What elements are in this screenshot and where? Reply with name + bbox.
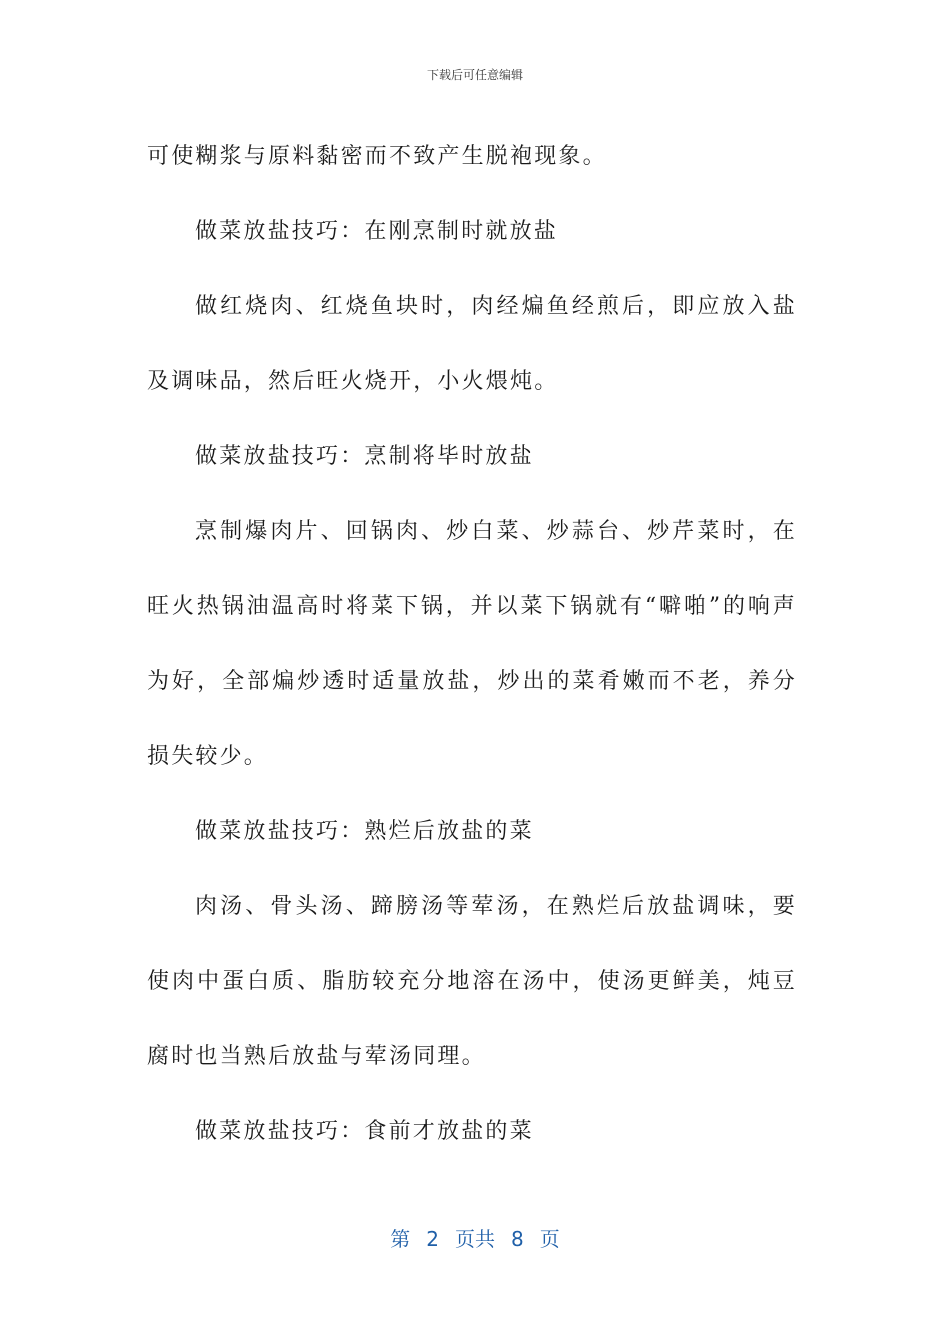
paragraph-stir-fry: 烹制爆肉片、回锅肉、炒白菜、炒蒜台、炒芹菜时，在旺火热锅油温高时将菜下锅，并以菜下锅就有“噼啪”的响声为好，全部煸炒透时适量放盐，炒出的菜肴嫩而不老，养分损失较少。: [147, 519, 797, 769]
footer-middle: 页共: [455, 1227, 495, 1251]
footer-prefix: 第: [390, 1227, 411, 1251]
page-footer: [0, 1223, 950, 1252]
section-heading-after-cooked: 做菜放盐技巧：熟烂后放盐的菜: [195, 819, 534, 844]
footer-page-number: 2: [426, 1227, 439, 1251]
footer-total-pages: 8: [511, 1227, 524, 1251]
section-heading-late-salt: 做菜放盐技巧：烹制将毕时放盐: [195, 444, 534, 469]
document-body: [147, 119, 797, 1169]
paragraph-soup: 肉汤、骨头汤、蹄膀汤等荤汤，在熟烂后放盐调味，要使肉中蛋白质、脂肪较充分地溶在汤中，使汤更鲜美，炖豆腐时也当熟后放盐与荤汤同理。: [147, 894, 797, 1069]
section-heading-early-salt: 做菜放盐技巧：在刚烹制时就放盐: [195, 219, 559, 244]
section-heading-before-eating: 做菜放盐技巧：食前才放盐的菜: [195, 1119, 534, 1144]
page-header: 下载后可任意编辑: [426, 68, 523, 82]
footer-suffix: 页: [539, 1227, 560, 1251]
paragraph-continuation: 可使糊浆与原料黏密而不致产生脱袍现象。: [147, 144, 607, 169]
paragraph-braised: 做红烧肉、红烧鱼块时，肉经煸鱼经煎后，即应放入盐及调味品，然后旺火烧开，小火煨炖。: [147, 294, 797, 394]
